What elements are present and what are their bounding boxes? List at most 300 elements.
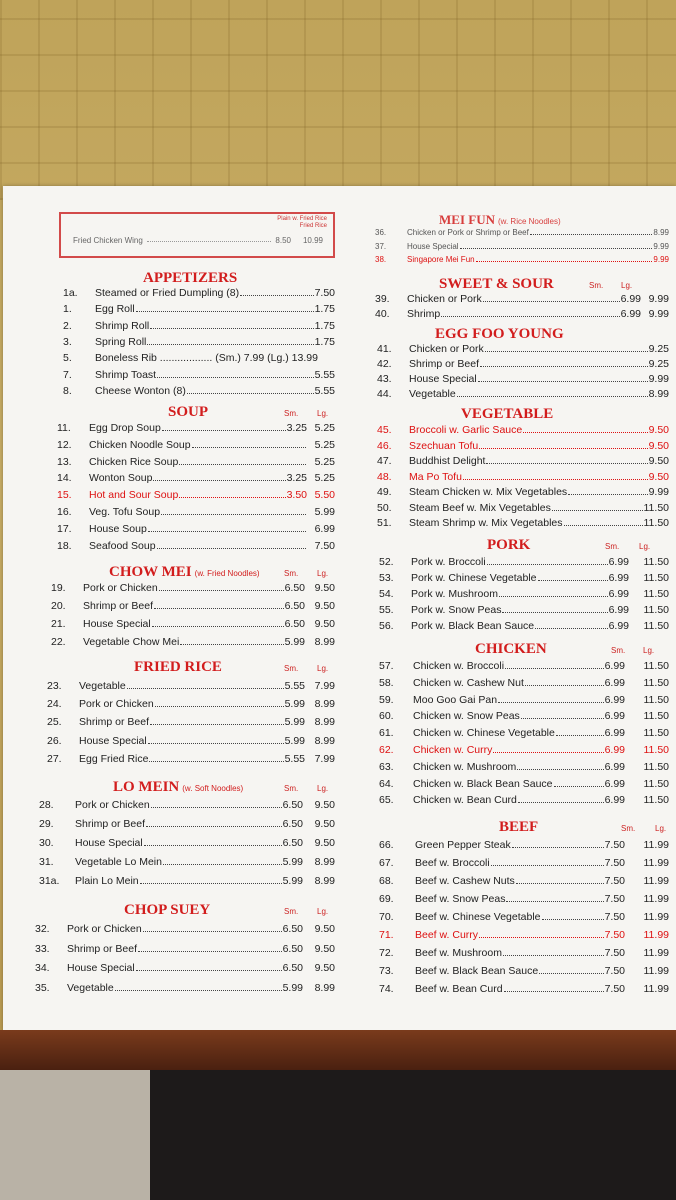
item-name: Wonton Soup	[89, 472, 153, 485]
dot-leader	[568, 494, 647, 495]
menu-item-57	[379, 660, 669, 674]
item-price-large: 9.99	[648, 293, 669, 305]
menu-item-20	[51, 600, 335, 614]
item-name: Pork w. Chinese Vegetable	[411, 572, 537, 584]
item-price-large: 8.99	[648, 388, 669, 400]
section-title-soup	[168, 404, 208, 421]
section-title-text: EGG FOO YOUNG	[435, 326, 564, 342]
item-name: House Special	[67, 962, 135, 974]
item-price-small: 6.99	[604, 727, 625, 740]
item-name: Pork w. Mushroom	[411, 588, 498, 600]
dot-leader	[187, 393, 314, 394]
item-price-large: 9.50	[314, 837, 335, 849]
item-name: Chicken w. Cashew Nut	[413, 676, 524, 689]
item-name: Chicken Noodle Soup	[89, 438, 191, 451]
item-name: Chicken w. Black Bean Sauce	[413, 777, 553, 790]
item-price-large: 9.99	[648, 373, 669, 385]
menu-item-64	[379, 778, 669, 792]
item-number: 29.	[39, 818, 54, 830]
menu-item-35	[35, 982, 335, 996]
item-price-small: 1.75	[314, 319, 335, 332]
item-name: Egg Fried Rice	[79, 752, 149, 765]
dot-leader	[144, 845, 282, 846]
menu-item-27	[47, 753, 335, 767]
dot-leader	[149, 761, 283, 762]
item-number: 69.	[379, 893, 394, 905]
tablecloth-background	[0, 0, 676, 200]
item-price-large: 5.99	[314, 506, 335, 518]
dot-leader	[503, 955, 604, 956]
dot-leader	[179, 464, 306, 465]
item-number: 66.	[379, 839, 394, 851]
item-price-small: 6.99	[608, 588, 629, 600]
dot-leader	[152, 626, 284, 627]
item-price-large: 11.50	[643, 693, 669, 706]
item-number: 60.	[379, 710, 394, 723]
dot-leader	[136, 311, 314, 312]
item-name: Pork or Chicken	[67, 923, 142, 935]
menu-item-31	[39, 856, 335, 870]
item-number: 12.	[57, 438, 72, 451]
item-price-small: 7.50	[604, 947, 625, 959]
menu-item-7	[63, 369, 335, 383]
item-price-large: 11.50	[643, 744, 669, 756]
section-title-text: FRIED RICE	[134, 659, 222, 675]
item-price-large: 8.99	[314, 636, 335, 648]
item-price-large: 6.99	[314, 522, 335, 535]
item-name: Chicken or Pork or Shrimp or Beef	[407, 228, 529, 237]
dot-leader	[240, 295, 313, 296]
item-number: 42.	[377, 358, 392, 370]
dot-leader	[479, 448, 647, 449]
item-name: Ma Po Tofu	[409, 470, 462, 483]
dot-leader	[538, 580, 608, 581]
item-name: Pork or Chicken	[83, 582, 158, 594]
menu-item-46	[377, 440, 669, 454]
item-name: House Special	[75, 837, 143, 849]
menu-item-44	[377, 388, 669, 402]
item-name: Shrimp or Beef	[83, 600, 154, 612]
item-price-large: 11.50	[643, 572, 669, 584]
item-price-large: 9.50	[314, 818, 335, 830]
column-header-small: Sm.	[621, 824, 636, 833]
dot-leader	[180, 644, 283, 645]
item-name: Beef w. Black Bean Sauce	[415, 965, 539, 977]
item-number: 51.	[377, 517, 392, 529]
menu-item-67	[379, 857, 669, 871]
dot-leader	[148, 531, 306, 532]
menu-item-26	[47, 735, 335, 749]
dot-leader	[163, 864, 282, 865]
dot-leader	[530, 234, 653, 235]
section-subtitle: (w. Fried Noodles)	[194, 569, 260, 578]
dot-leader	[505, 668, 604, 669]
item-price-small: 7.50	[604, 911, 625, 923]
dot-leader	[150, 328, 313, 329]
item-number: 70.	[379, 911, 394, 923]
item-number: 62.	[379, 744, 394, 756]
dot-leader	[478, 381, 648, 382]
column-header-large: Lg.	[317, 784, 329, 793]
section-title-mei-fun	[439, 212, 561, 228]
menu-item-34	[35, 962, 335, 976]
dot-leader	[504, 991, 604, 992]
item-number: 67.	[379, 857, 394, 869]
dot-leader	[127, 688, 284, 689]
item-number: 19.	[51, 582, 66, 594]
section-title-text: LO MEIN	[113, 779, 180, 795]
dot-leader	[554, 786, 604, 787]
dot-leader	[136, 970, 282, 971]
item-price-small: 5.55	[284, 680, 305, 692]
dot-leader	[491, 865, 604, 866]
item-name: Veg. Tofu Soup	[89, 506, 161, 518]
item-price-small: 6.50	[282, 962, 303, 974]
dot-leader	[521, 718, 604, 719]
column-header-small: Sm.	[611, 646, 626, 655]
menu-item-12	[57, 439, 335, 453]
item-number: 1.	[63, 303, 72, 316]
item-price-large: 9.50	[648, 470, 669, 483]
menu-item-47	[377, 455, 669, 469]
section-title-text: BEEF	[499, 819, 539, 835]
item-price-small: 6.99	[620, 307, 641, 320]
item-price-small: 6.50	[284, 600, 305, 612]
item-name: Steamed or Fried Dumpling (8)	[95, 287, 240, 299]
menu-item-73	[379, 965, 669, 979]
item-name: House Special	[407, 241, 459, 251]
item-number: 39.	[375, 293, 390, 305]
menu-item-43	[377, 373, 669, 387]
menu-item-51	[377, 517, 669, 531]
item-number: 31.	[39, 856, 54, 868]
item-price-large: 11.50	[643, 710, 669, 723]
item-price-large: 9.99	[648, 486, 669, 498]
dot-leader	[138, 951, 282, 952]
item-number: 3.	[63, 335, 72, 348]
item-name: Beef w. Curry	[415, 929, 479, 941]
item-number: 54.	[379, 588, 394, 600]
dot-leader	[179, 497, 285, 498]
section-title-pork	[487, 537, 530, 554]
item-price-small: 7.50	[314, 287, 335, 299]
item-name: Beef w. Snow Peas	[415, 893, 506, 905]
item-price-large: 11.99	[643, 875, 669, 887]
dot-leader	[115, 990, 282, 991]
menu-item-52	[379, 556, 669, 570]
item-name: Beef w. Mushroom	[415, 947, 502, 959]
item-price-small: 5.99	[284, 716, 305, 729]
item-number: 55.	[379, 604, 394, 616]
item-name: Vegetable Lo Mein	[75, 856, 162, 868]
item-price-small: 6.99	[604, 777, 625, 790]
menu-item-19	[51, 582, 335, 596]
item-price-large: 11.50	[643, 777, 669, 790]
item-number: 37.	[375, 241, 387, 251]
item-price-large: 11.50	[643, 556, 669, 568]
item-name: Shrimp or Beef	[67, 942, 138, 955]
item-price-large: 9.50	[314, 582, 335, 594]
item-number: 64.	[379, 777, 394, 790]
item-price-small: 6.50	[282, 837, 303, 849]
section-title-text: CHOP SUEY	[124, 902, 211, 918]
dot-leader	[506, 901, 603, 902]
item-number: 30.	[39, 837, 54, 849]
item-number: 27.	[47, 752, 62, 765]
item-price-small: 6.99	[608, 556, 629, 568]
item-name: House Special	[83, 618, 151, 630]
menu-item-30	[39, 837, 335, 851]
menu-item-3	[63, 336, 335, 350]
item-number: 18.	[57, 539, 72, 552]
column-header-large: Lg.	[621, 281, 633, 290]
item-price-large: 11.99	[643, 839, 669, 851]
item-number: 74.	[379, 983, 394, 995]
item-number: 28.	[39, 799, 54, 811]
dot-leader	[154, 608, 284, 609]
item-number: 40.	[375, 307, 390, 320]
column-header-large: Lg.	[317, 569, 329, 578]
item-number: 33.	[35, 942, 50, 955]
item-price-large: 9.50	[314, 618, 335, 630]
item-price-small: 5.55	[284, 752, 305, 765]
column-header-large: Lg.	[317, 907, 329, 916]
section-subtitle: (w. Soft Noodles)	[182, 784, 244, 793]
item-number: 23.	[47, 680, 62, 692]
item-name: Chicken w. Curry	[413, 744, 493, 756]
item-price-small: 3.50	[286, 489, 307, 502]
menu-item-22	[51, 636, 335, 650]
item-number: 32.	[35, 923, 50, 935]
column-header-small: Sm.	[284, 784, 299, 793]
item-price-large: 7.99	[314, 680, 335, 692]
dot-leader	[542, 919, 604, 920]
item-price-small: 6.99	[608, 620, 629, 632]
dot-leader	[539, 973, 603, 974]
item-name: Boneless Rib .................. (Sm.) 7.99 (Lg.) 13.99	[95, 352, 318, 365]
item-number: 41.	[377, 343, 392, 355]
item-name: Beef w. Cashew Nuts	[415, 875, 515, 887]
menu-item-58	[379, 677, 669, 691]
box-item: Fried Chicken Wing 8.50 10.99	[73, 236, 323, 245]
menu-item-14	[57, 472, 335, 486]
section-title-lo-mein	[113, 779, 243, 796]
menu-item-65	[379, 794, 669, 808]
dot-leader	[146, 826, 282, 827]
item-price-large: 11.50	[643, 588, 669, 600]
dot-leader	[192, 447, 306, 448]
item-price-large: 9.50	[314, 799, 335, 811]
menu-item-60	[379, 710, 669, 724]
menu-item-54	[379, 588, 669, 602]
item-price-large: 11.50	[643, 604, 669, 616]
menu-page	[3, 186, 676, 1032]
dot-leader	[518, 802, 604, 803]
item-name: Moo Goo Gai Pan	[413, 693, 498, 706]
dot-leader	[564, 525, 643, 526]
item-price-large: 8.99	[314, 716, 335, 729]
menu-item-40	[375, 308, 669, 322]
menu-item-55	[379, 604, 669, 618]
item-name: Pork w. Snow Peas	[411, 604, 502, 616]
item-price-large: 7.50	[314, 539, 335, 552]
menu-item-15	[57, 489, 335, 503]
column-header-large: Lg.	[643, 646, 655, 655]
box-header: Plain w. Fried Rice Fried Rice	[277, 216, 327, 229]
dot-leader	[157, 377, 313, 378]
dot-leader	[502, 612, 607, 613]
menu-item-39	[375, 293, 669, 307]
item-price-small: 6.99	[608, 604, 629, 616]
menu-item-33	[35, 943, 335, 957]
item-name: Vegetable Chow Mei	[83, 636, 180, 648]
dot-leader	[159, 590, 284, 591]
item-price-large: 11.50	[643, 620, 669, 632]
item-number: 2.	[63, 319, 72, 332]
item-name: Egg Roll	[95, 303, 135, 316]
dot-leader	[457, 396, 648, 397]
menu-item-25	[47, 716, 335, 730]
item-price-large: 8.99	[314, 981, 335, 994]
menu-item-5	[63, 352, 335, 366]
item-number: 16.	[57, 506, 72, 518]
item-name: Szechuan Tofu	[409, 439, 479, 452]
item-price-large: 5.25	[314, 472, 335, 485]
item-price-large: 9.99	[653, 255, 669, 264]
item-number: 17.	[57, 522, 72, 535]
item-price-small: 6.99	[604, 660, 625, 672]
dot-leader	[517, 769, 603, 770]
menu-item-59	[379, 694, 669, 708]
item-price-large: 11.50	[643, 794, 669, 807]
item-number: 44.	[377, 388, 392, 400]
item-price-large: 9.50	[314, 600, 335, 612]
section-title-text: APPETIZERS	[143, 270, 238, 286]
item-number: 49.	[377, 486, 392, 498]
item-price-small: 5.55	[314, 384, 335, 397]
section-title-text: PORK	[487, 537, 531, 553]
floor-background	[0, 1070, 676, 1200]
dot-leader	[162, 430, 286, 431]
section-subtitle: (w. Rice Noodles)	[497, 217, 561, 226]
menu-item-72	[379, 947, 669, 961]
item-price-large: 9.50	[314, 962, 335, 974]
menu-item-42	[377, 358, 669, 372]
dot-leader	[512, 847, 604, 848]
item-name: Plain Lo Mein	[75, 875, 139, 887]
item-price-large: 5.50	[314, 489, 335, 502]
item-price-large: 9.50	[648, 439, 669, 452]
dot-leader	[155, 706, 284, 707]
menu-item-68	[379, 875, 669, 889]
item-price-large: 9.25	[648, 358, 669, 370]
item-number: 52.	[379, 556, 394, 568]
item-name: Pork or Chicken	[75, 799, 150, 811]
item-number: 58.	[379, 676, 394, 689]
item-price-small: 6.50	[282, 942, 303, 955]
menu-item-23	[47, 680, 335, 694]
dot-leader	[516, 883, 604, 884]
column-header-large: Lg.	[655, 824, 667, 833]
dot-leader	[441, 316, 619, 317]
dot-leader	[556, 735, 604, 736]
section-title-chop-suey	[124, 902, 210, 919]
item-name: Beef w. Bean Curd	[415, 983, 503, 995]
item-number: 59.	[379, 693, 394, 706]
item-name: Shrimp or Beef	[75, 818, 146, 830]
section-title-text: SOUP	[168, 404, 209, 420]
item-name: Steam Shrimp w. Mix Vegetables	[409, 517, 563, 529]
menu-item-31a	[39, 875, 335, 889]
item-price-small: 6.99	[604, 676, 625, 689]
item-name: Egg Drop Soup	[89, 422, 161, 434]
item-price-large: 11.50	[643, 517, 669, 529]
item-price-small: 6.99	[608, 572, 629, 584]
item-name: Beef w. Broccoli	[415, 857, 490, 869]
dot-leader	[499, 596, 608, 597]
item-price-small: 7.50	[604, 929, 625, 941]
item-name: Chicken w. Snow Peas	[413, 710, 520, 723]
menu-item-61	[379, 727, 669, 741]
item-number: 21.	[51, 618, 66, 630]
dot-leader	[157, 548, 306, 549]
menu-item-53	[379, 572, 669, 586]
item-name: House Special	[409, 373, 477, 385]
item-number: 11.	[57, 422, 71, 434]
item-price-large: 9.50	[314, 923, 335, 935]
dot-leader	[535, 628, 607, 629]
item-number: 25.	[47, 716, 62, 729]
item-price-large: 11.50	[643, 676, 669, 689]
dot-leader	[479, 937, 604, 938]
item-number: 72.	[379, 947, 394, 959]
item-price-small: 3.25	[286, 472, 307, 485]
menu-item-45	[377, 424, 669, 438]
section-title-appetizers	[143, 270, 237, 287]
item-price-small: 6.99	[620, 293, 641, 305]
item-name: House Special	[79, 734, 147, 747]
item-name: Pork or Chicken	[79, 698, 154, 711]
dot-leader	[485, 351, 648, 352]
item-price-large: 5.25	[314, 422, 335, 434]
menu-item-11	[57, 422, 335, 436]
item-number: 35.	[35, 981, 50, 994]
menu-item-63	[379, 761, 669, 775]
item-price-small: 6.99	[604, 744, 625, 756]
menu-item-17	[57, 523, 335, 537]
item-price-small: 6.50	[284, 618, 305, 630]
item-price-large: 11.50	[643, 760, 669, 773]
item-price-small: 6.50	[282, 818, 303, 830]
item-price-large: 9.25	[648, 343, 669, 355]
column-header-large: Lg.	[639, 542, 651, 551]
item-name: Pork w. Broccoli	[411, 556, 486, 568]
item-price-large: 11.99	[643, 893, 669, 905]
item-price-large: 11.99	[643, 911, 669, 923]
item-price-large: 11.50	[643, 727, 669, 740]
item-price-large: 9.50	[648, 455, 669, 467]
section-title-text: CHICKEN	[475, 641, 547, 657]
dot-leader	[153, 480, 285, 481]
menu-item-36	[375, 228, 669, 242]
item-name: Beef w. Chinese Vegetable	[415, 911, 541, 923]
dot-leader	[147, 344, 313, 345]
item-price-large: 7.99	[314, 752, 335, 765]
item-number: 31a.	[39, 875, 60, 887]
item-number: 46.	[377, 439, 392, 452]
item-number: 57.	[379, 660, 394, 672]
dot-leader	[161, 514, 306, 515]
